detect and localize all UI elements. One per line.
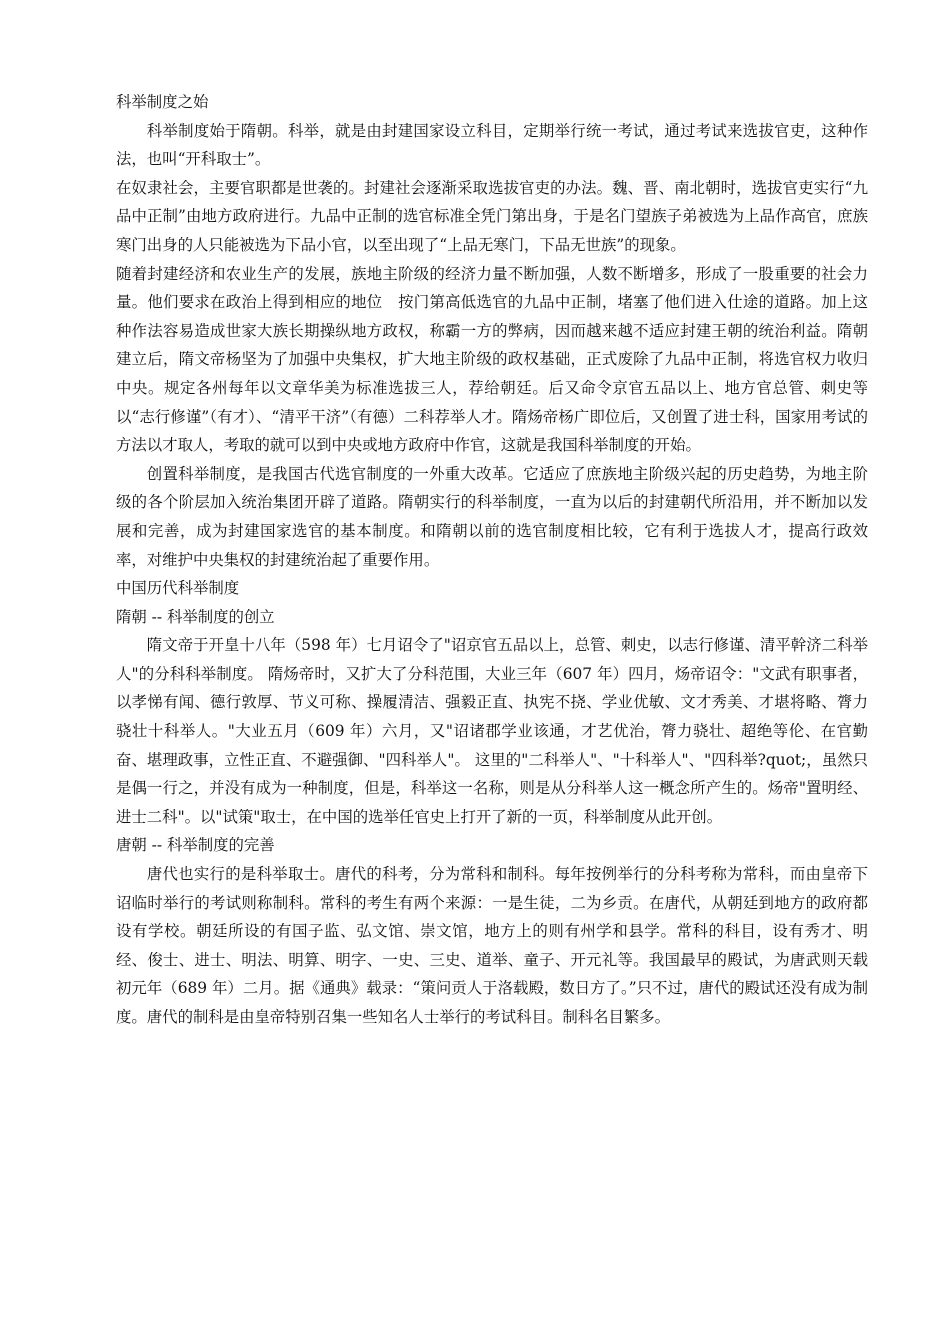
section-heading-history: 中国历代科举制度	[116, 579, 240, 598]
paragraph-slave-society: 在奴隶社会，主要官职都是世袭的。封建社会逐渐采取选拔官吏的办法。魏、晋、南北朝时，选拔官吏实行“九品中正制”由地方政府进行。九品中正制的选官标准全凭门第出身，于是名门望族子弟被选为上品作高官，庶族寒门出身的人只能被选为下品小官，以至出现了“上品无寒门，下品无世族”的现象。	[116, 178, 868, 254]
paragraph-keju-definition: 科举制度始于隋朝。科举，就是由封建国家设立科目，定期举行统一考试，通过考试来选拔官吏，这种作法，也叫“开科取士”。	[116, 121, 868, 169]
paragraph-feudal-economy: 随着封建经济和农业生产的发展，族地主阶级的经济力量不断加强，人数不断增多，形成了一股重要的社会力量。他们要求在政治上得到相应的地位 按门第高低选官的九品中正制，堵塞了他们进入仕途的道路。加上这种作法容易造成世家大族长期操纵地方政权，称霸一方的弊病，因而越来越不适应封建王朝的统治利益。隋朝建立后，隋文帝杨坚为了加强中央集权，扩大地主阶级的政权基础，正式废除了九品中正制，将选官权力收归中央。规定各州每年以文章华美为标准选拔三人，荐给朝廷。后又命令京官五品以上、地方官总管、刺史等以“志行修谨”（有才）、“清平干济”（有德）二科荐举人才。隋炀帝杨广即位后，又创置了进士科，国家用考试的方法以才取人，考取的就可以到中央或地方政府中作官，这就是我国科举制度的开始。	[116, 264, 868, 455]
section-heading-tang: 唐朝 -- 科举制度的完善	[116, 836, 275, 855]
paragraph-sui-dynasty: 隋文帝于开皇十八年（598 年）七月诏令了"诏京官五品以上，总管、刺史，以志行修谨、清平幹济二科举人"的分科科举制度。 隋炀帝时，又扩大了分科范围，大业三年（607 年）四月，炀帝诏令："文武有职事者，以孝悌有闻、德行敦厚、节义可称、操履清洁、强毅正直、执宪不挠、学业优敏、文才秀美、才堪将略、膂力骁壮十科举人。"大业五月（609 年）六月，又"诏诸郡学业该通，才艺优治，膂力骁壮、超绝等伦、在官勤奋、堪理政事，立性正直、不避强御、"四科举人"。 这里的"二科举人"、"十科举人"、"四科举?quot;，虽然只是偶一行之，并没有成为一种制度，但是，科举这一名称，则是从分科举人这一概念所产生的。炀帝"置明经、进士二科"。以"试策"取士，在中国的选举任官史上打开了新的一页，科举制度从此开创。	[116, 636, 868, 826]
paragraph-keju-reform: 创置科举制度，是我国古代选官制度的一外重大改革。它适应了庶族地主阶级兴起的历史趋势，为地主阶级的各个阶层加入统治集团开辟了道路。隋朝实行的科举制度，一直为以后的封建朝代所沿用，并不断加以发展和完善，成为封建国家选官的基本制度。和隋朝以前的选官制度相比较，它有利于选拔人才，提高行政效率，对维护中央集权的封建统治起了重要作用。	[116, 464, 868, 569]
paragraph-tang-dynasty: 唐代也实行的是科举取士。唐代的科考，分为常科和制科。每年按例举行的分科考称为常科，而由皇帝下诏临时举行的考试则称制科。常科的考生有两个来源：一是生徒，二为乡贡。在唐代，从朝廷到地方的政府都设有学校。朝廷所设的有国子监、弘文馆、崇文馆，地方上的则有州学和县学。常科的科目，设有秀才、明经、俊士、进士、明法、明算、明字、一史、三史、道举、童子、开元礼等。我国最早的殿试，为唐武则天载初元年（689 年）二月。据《通典》载录：“策问贡人于洛载殿，数日方了。”只不过，唐代的殿试还没有成为制度。唐代的制科是由皇帝特别召集一些知名人士举行的考试科目。制科名目繁多。	[116, 865, 868, 1026]
section-heading-sui: 隋朝 -- 科举制度的创立	[116, 607, 275, 626]
section-heading-keju-origin: 科举制度之始	[116, 93, 209, 111]
document-body	[116, 88, 868, 1032]
